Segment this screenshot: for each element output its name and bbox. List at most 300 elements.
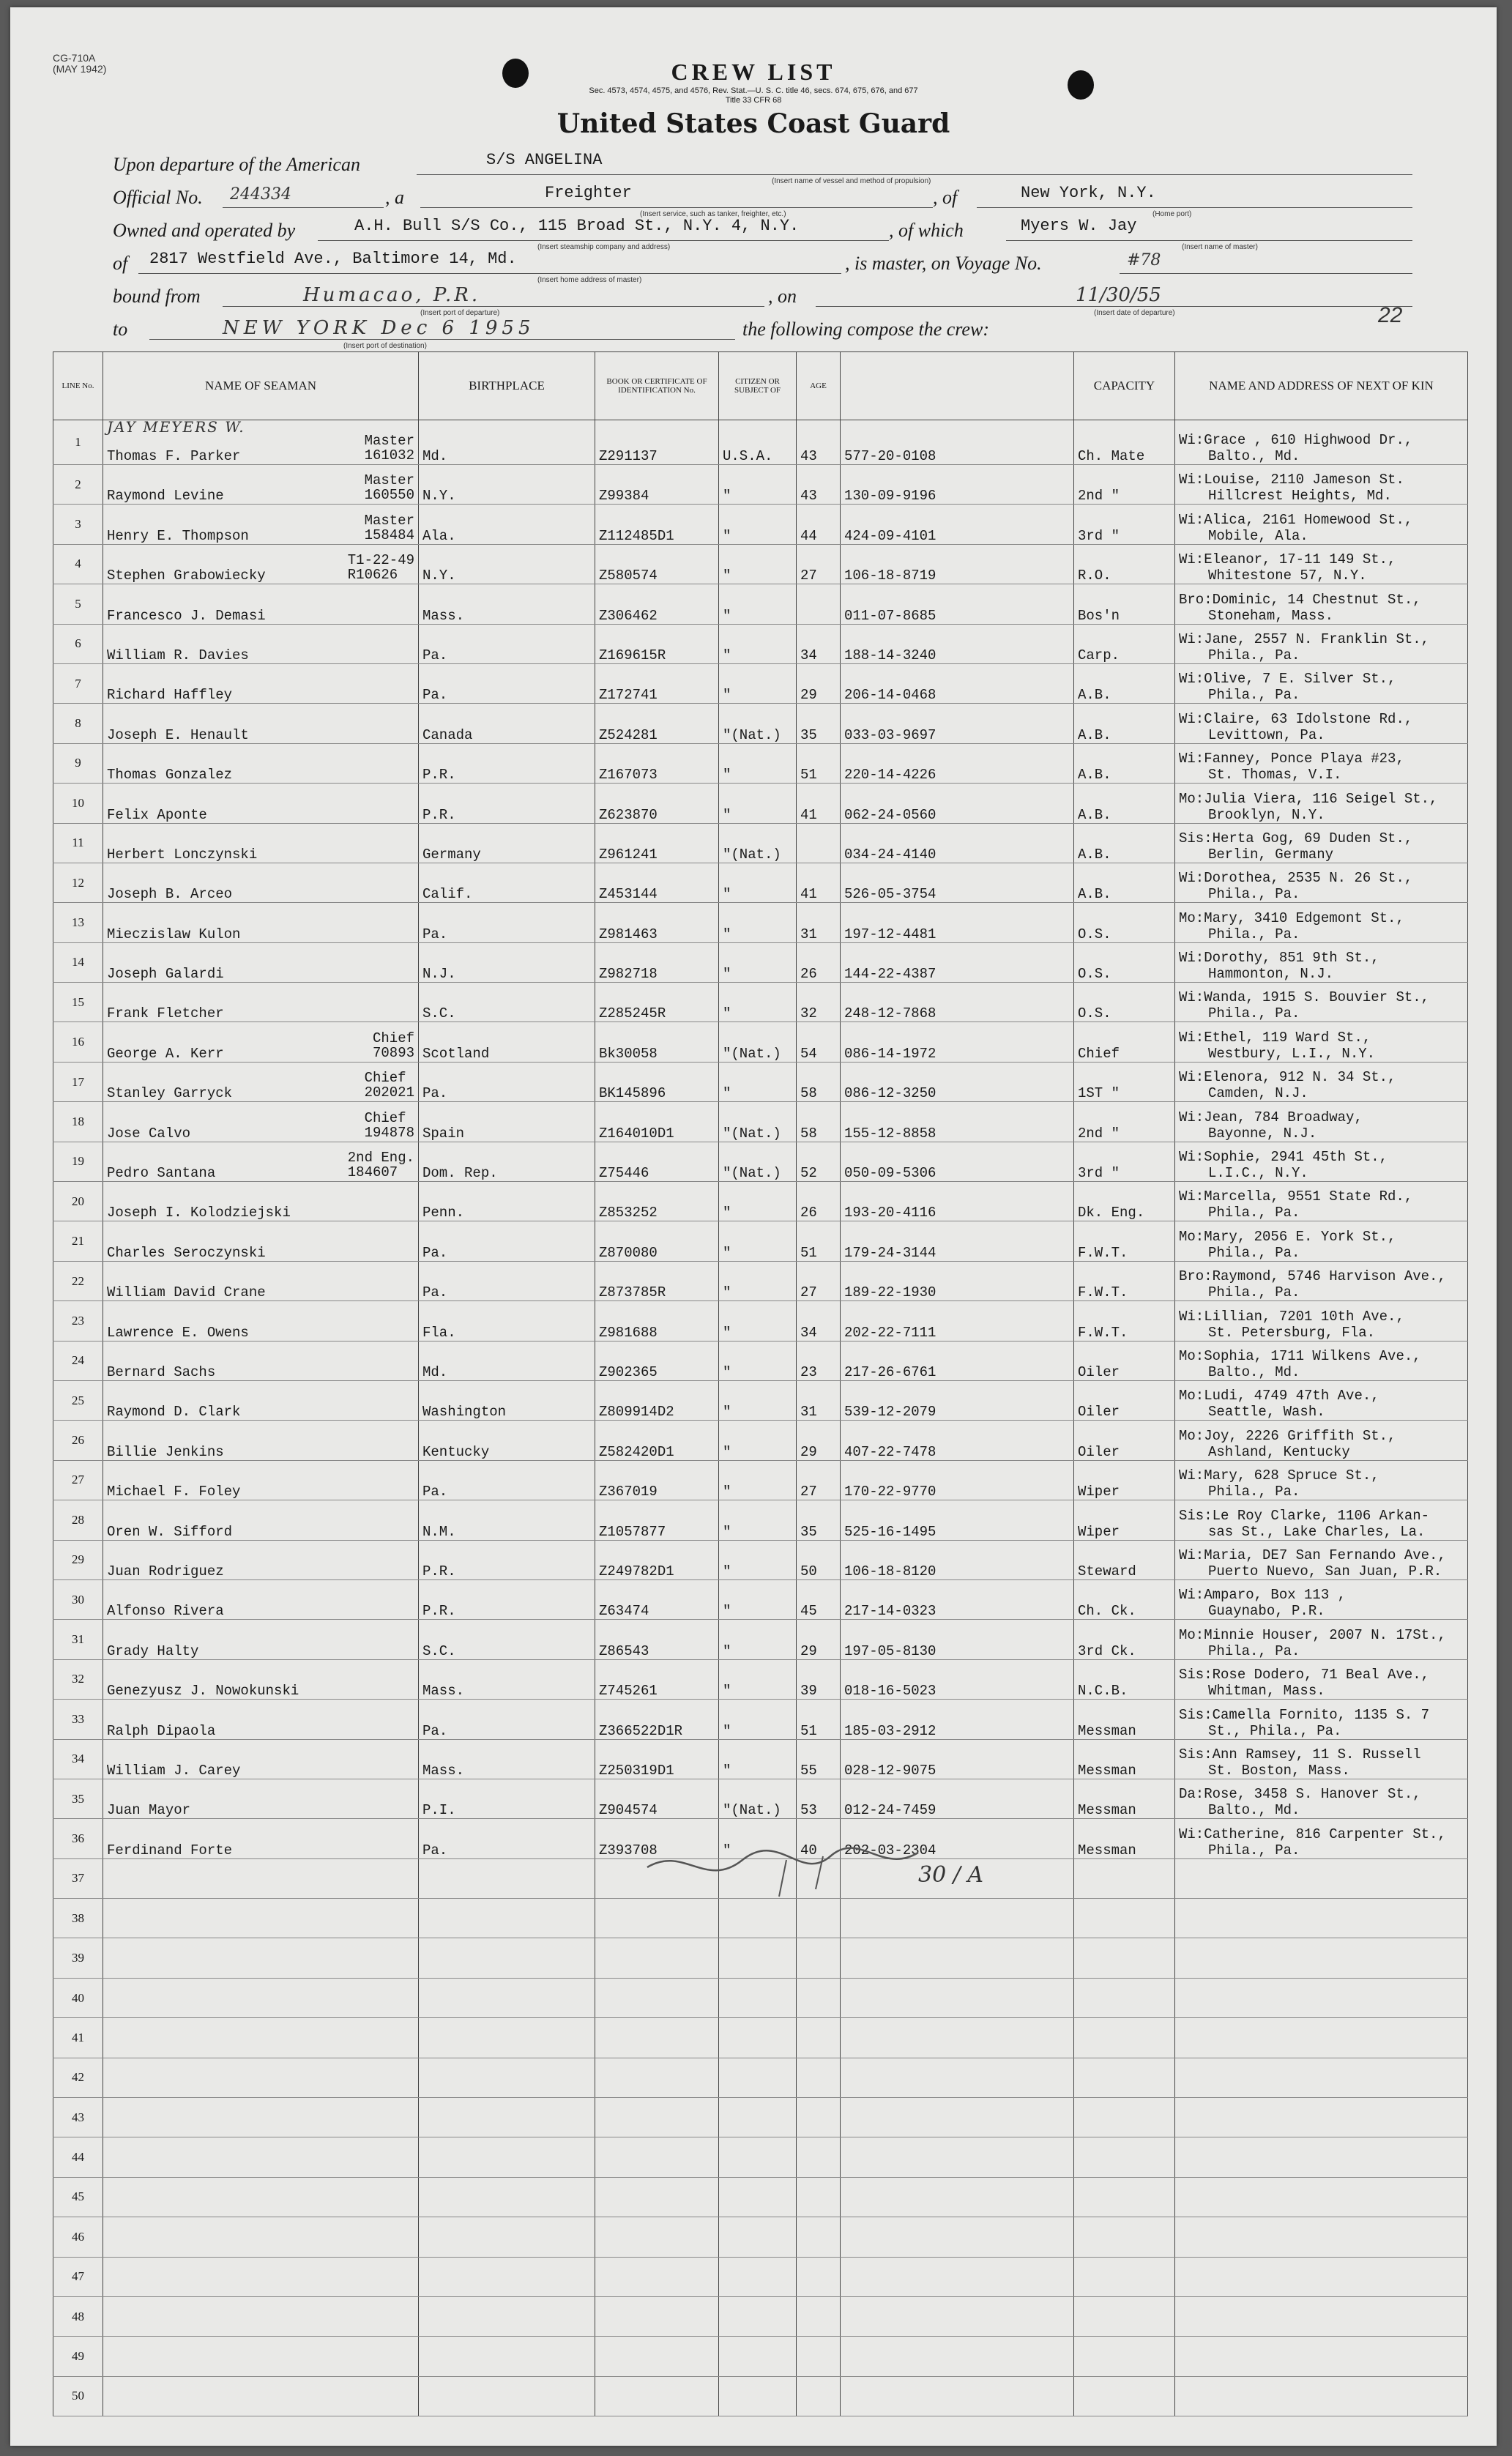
next-of-kin-line: Ashland, Kentucky <box>1208 1443 1350 1460</box>
license-note <box>365 513 414 543</box>
seaman-name <box>103 1341 419 1380</box>
age <box>797 2376 841 2416</box>
line-number: 12 <box>53 863 103 902</box>
underline <box>1006 240 1412 241</box>
birthplace: N.Y. <box>419 544 595 584</box>
citizen: " <box>719 784 797 823</box>
age: 31 <box>797 903 841 942</box>
table-row <box>53 1620 1468 1659</box>
ssn: 197-12-4481 <box>841 903 1074 942</box>
seaman-name-text: Felix Aponte <box>107 806 207 823</box>
capacity: O.S. <box>1074 942 1175 982</box>
age: 52 <box>797 1142 841 1181</box>
next-of-kin-line: Seattle, Wash. <box>1208 1404 1325 1421</box>
line-number: 49 <box>53 2337 103 2376</box>
seaman-name <box>103 2337 419 2376</box>
seaman-name-text: Herbert Lonczynski <box>107 846 258 863</box>
next-of-kin-line: Balto., Md. <box>1208 1363 1300 1380</box>
next-of-kin-line: Wi:Wanda, 1915 S. Bouvier St., <box>1179 989 1430 1006</box>
birthplace: Pa. <box>419 1261 595 1300</box>
birthplace: Mass. <box>419 1739 595 1779</box>
seaman-name <box>103 1022 419 1062</box>
seaman-name <box>103 2376 419 2416</box>
capacity: Chief <box>1074 1022 1175 1062</box>
age: 44 <box>797 505 841 544</box>
table-row <box>53 1978 1468 2017</box>
seaman-name <box>103 2098 419 2137</box>
underline <box>420 207 933 208</box>
ssn: 011-07-8685 <box>841 584 1074 624</box>
license-note <box>365 1071 414 1100</box>
next-of-kin <box>1175 1301 1468 1341</box>
citizen <box>719 1938 797 1978</box>
ssn: 086-14-1972 <box>841 1022 1074 1062</box>
next-of-kin-line: Wi:Sophie, 2941 45th St., <box>1179 1149 1388 1166</box>
age: 43 <box>797 420 841 465</box>
birthplace: N.J. <box>419 942 595 982</box>
citizen <box>719 2058 797 2097</box>
table-row <box>53 704 1468 743</box>
age <box>797 2058 841 2097</box>
license-note-line: 2nd Eng. <box>347 1150 414 1166</box>
header-official-line <box>10 181 1497 218</box>
line-number: 30 <box>53 1579 103 1619</box>
ssn: 248-12-7868 <box>841 983 1074 1022</box>
seaman-name-text: Grady Halty <box>107 1642 199 1659</box>
capacity: A.B. <box>1074 704 1175 743</box>
license-note <box>365 433 414 463</box>
table-row <box>53 1182 1468 1221</box>
next-of-kin <box>1175 942 1468 982</box>
next-of-kin <box>1175 663 1468 703</box>
next-of-kin <box>1175 2376 1468 2416</box>
next-of-kin-line: Wi:Alica, 2161 Homewood St., <box>1179 511 1413 528</box>
table-row <box>53 1460 1468 1500</box>
line-number: 19 <box>53 1142 103 1181</box>
citizen: " <box>719 983 797 1022</box>
line-number: 42 <box>53 2058 103 2097</box>
certificate-number: Z164010D1 <box>595 1102 719 1142</box>
citizen <box>719 2018 797 2058</box>
next-of-kin-line: St. Thomas, V.I. <box>1208 767 1342 784</box>
table-row <box>53 1659 1468 1699</box>
citizen: " <box>719 1819 797 1858</box>
age <box>797 823 841 863</box>
seaman-name <box>103 2177 419 2217</box>
line-number: 6 <box>53 624 103 663</box>
certificate-number: Z453144 <box>595 863 719 902</box>
col-kin: NAME AND ADDRESS OF NEXT OF KIN <box>1175 352 1468 420</box>
next-of-kin <box>1175 863 1468 902</box>
capacity: F.W.T. <box>1074 1261 1175 1300</box>
birthplace: S.C. <box>419 983 595 1022</box>
table-row <box>53 1938 1468 1978</box>
ssn <box>841 2098 1074 2137</box>
next-of-kin <box>1175 624 1468 663</box>
certificate-number: Z169615R <box>595 624 719 663</box>
certificate-number: BK145896 <box>595 1062 719 1101</box>
table-row <box>53 743 1468 783</box>
field-note: (Home port) <box>1152 210 1192 218</box>
seaman-name <box>103 1700 419 1739</box>
citizen: " <box>719 1341 797 1380</box>
certificate-number: Z172741 <box>595 663 719 703</box>
capacity: 3rd Ck. <box>1074 1620 1175 1659</box>
next-of-kin-line: Phila., Pa. <box>1208 1244 1300 1261</box>
line-number: 2 <box>53 465 103 505</box>
form-title: CREW LIST <box>671 59 836 85</box>
voyage-number: #78 <box>1127 251 1161 269</box>
header-owner-line <box>10 214 1497 251</box>
citizen: " <box>719 743 797 783</box>
birthplace: Washington <box>419 1380 595 1420</box>
certificate-number <box>595 2257 719 2296</box>
line-number: 24 <box>53 1341 103 1380</box>
seaman-name-text: Charles Seroczynski <box>107 1244 266 1261</box>
next-of-kin-line: Wi:Elenora, 912 N. 34 St., <box>1179 1069 1396 1086</box>
next-of-kin-line: Mo:Sophia, 1711 Wilkens Ave., <box>1179 1347 1421 1364</box>
next-of-kin <box>1175 1938 1468 1978</box>
table-row <box>53 584 1468 624</box>
ssn: 526-05-3754 <box>841 863 1074 902</box>
table-row <box>53 1022 1468 1062</box>
table-row <box>53 784 1468 823</box>
certificate-number <box>595 2058 719 2097</box>
line-number: 18 <box>53 1102 103 1142</box>
seaman-name-text: Francesco J. Demasi <box>107 607 266 624</box>
certificate-number <box>595 2137 719 2177</box>
next-of-kin <box>1175 2337 1468 2376</box>
birthplace: P.R. <box>419 1540 595 1579</box>
birthplace: Scotland <box>419 1022 595 1062</box>
next-of-kin-line: Phila., Pa. <box>1208 1205 1300 1221</box>
seaman-name <box>103 1301 419 1341</box>
master-name: Myers W. Jay <box>1021 217 1137 235</box>
age <box>797 2337 841 2376</box>
birthplace: P.I. <box>419 1779 595 1818</box>
seaman-name <box>103 2257 419 2296</box>
birthplace: Mass. <box>419 584 595 624</box>
next-of-kin-line: Berlin, Germany <box>1208 846 1334 863</box>
table-row <box>53 863 1468 902</box>
birthplace <box>419 1858 595 1898</box>
next-of-kin-line: Balto., Md. <box>1208 1802 1300 1819</box>
seaman-name <box>103 1620 419 1659</box>
seaman-name-text: William David Crane <box>107 1284 266 1301</box>
next-of-kin-line: Bro:Dominic, 14 Chestnut St., <box>1179 591 1421 608</box>
field-note: (Insert date of departure) <box>1094 309 1175 317</box>
line-number: 17 <box>53 1062 103 1101</box>
next-of-kin <box>1175 1341 1468 1380</box>
signature-scribble <box>640 1838 1006 1926</box>
citizen: " <box>719 1500 797 1540</box>
capacity: Carp. <box>1074 624 1175 663</box>
seaman-name-text: Raymond D. Clark <box>107 1404 241 1421</box>
seaman-name <box>103 823 419 863</box>
next-of-kin-line: Phila., Pa. <box>1208 1005 1300 1022</box>
next-of-kin-line: Phila., Pa. <box>1208 1642 1300 1659</box>
seaman-name <box>103 624 419 663</box>
next-of-kin <box>1175 2058 1468 2097</box>
next-of-kin <box>1175 1858 1468 1898</box>
age: 27 <box>797 544 841 584</box>
line-number: 27 <box>53 1460 103 1500</box>
license-note-line: 202021 <box>364 1084 414 1101</box>
citizen <box>719 2376 797 2416</box>
seaman-name-text: Stephen Grabowiecky <box>107 568 266 584</box>
next-of-kin <box>1175 1659 1468 1699</box>
seaman-name <box>103 1899 419 1938</box>
birthplace: P.R. <box>419 784 595 823</box>
table-row <box>53 1540 1468 1579</box>
seaman-name-text: Lawrence E. Owens <box>107 1324 249 1341</box>
field-note: (Insert port of departure) <box>420 309 500 317</box>
next-of-kin-line: Phila., Pa. <box>1208 1284 1300 1301</box>
line-number: 13 <box>53 903 103 942</box>
page-number: 22 <box>1378 303 1403 327</box>
license-note-line: Chief <box>364 1070 406 1087</box>
table-row <box>53 420 1468 465</box>
capacity: 3rd " <box>1074 505 1175 544</box>
line-number: 44 <box>53 2137 103 2177</box>
table-row <box>53 1261 1468 1300</box>
age <box>797 2217 841 2257</box>
certificate-number: Z580574 <box>595 544 719 584</box>
certificate-number: Z86543 <box>595 1620 719 1659</box>
citizen: " <box>719 863 797 902</box>
header-master-address-line <box>10 247 1497 284</box>
age: 45 <box>797 1579 841 1619</box>
table-row <box>53 505 1468 544</box>
table-row <box>53 1062 1468 1101</box>
line-number: 46 <box>53 2217 103 2257</box>
seaman-name-text: Ferdinand Forte <box>107 1842 233 1858</box>
next-of-kin-line: Wi:Claire, 63 Idolstone Rd., <box>1179 710 1413 727</box>
next-of-kin <box>1175 743 1468 783</box>
line-number: 40 <box>53 1978 103 2017</box>
capacity: A.B. <box>1074 743 1175 783</box>
age: 40 <box>797 1819 841 1858</box>
table-row <box>53 1221 1468 1261</box>
capacity <box>1074 2376 1175 2416</box>
seaman-name-text: Mieczislaw Kulon <box>107 926 241 942</box>
line-number: 41 <box>53 2018 103 2058</box>
birthplace: S.C. <box>419 1620 595 1659</box>
certificate-number: Z961241 <box>595 823 719 863</box>
line-number: 29 <box>53 1540 103 1579</box>
ssn: 062-24-0560 <box>841 784 1074 823</box>
capacity <box>1074 2296 1175 2336</box>
citizen: " <box>719 1739 797 1779</box>
certificate-number: Z981463 <box>595 903 719 942</box>
table-row <box>53 624 1468 663</box>
age: 53 <box>797 1779 841 1818</box>
next-of-kin-line: Hammonton, N.J. <box>1208 966 1334 983</box>
license-note-line: 70893 <box>372 1044 414 1061</box>
certificate-number <box>595 2018 719 2058</box>
birthplace <box>419 2257 595 2296</box>
capacity <box>1074 2058 1175 2097</box>
certificate-number: Z809914D2 <box>595 1380 719 1420</box>
next-of-kin <box>1175 2098 1468 2137</box>
ssn: 185-03-2912 <box>841 1700 1074 1739</box>
next-of-kin <box>1175 1421 1468 1460</box>
table-row <box>53 1341 1468 1380</box>
certificate-number: Z99384 <box>595 465 719 505</box>
citizen: " <box>719 1579 797 1619</box>
citizen <box>719 2337 797 2376</box>
ssn: 202-22-7111 <box>841 1301 1074 1341</box>
next-of-kin-line: Mobile, Ala. <box>1208 527 1308 544</box>
ssn <box>841 2257 1074 2296</box>
line-number: 3 <box>53 505 103 544</box>
license-note-line: Master <box>364 472 414 489</box>
citizen <box>719 2177 797 2217</box>
next-of-kin-line: Wi:Dorothea, 2535 N. 26 St., <box>1179 870 1413 887</box>
birthplace <box>419 1899 595 1938</box>
next-of-kin <box>1175 784 1468 823</box>
certificate-number: Z873785R <box>595 1261 719 1300</box>
license-note-line: Chief <box>364 1109 406 1126</box>
next-of-kin-line: St., Phila., Pa. <box>1208 1722 1342 1739</box>
birthplace: P.R. <box>419 743 595 783</box>
birthplace: Md. <box>419 420 595 465</box>
crew-compose-label: the following compose the crew: <box>742 319 989 340</box>
ssn: 206-14-0468 <box>841 663 1074 703</box>
table-row <box>53 2257 1468 2296</box>
signature-marks-text: 30 / A <box>918 1862 984 1888</box>
next-of-kin-line: Balto., Md. <box>1208 448 1300 464</box>
line-number: 43 <box>53 2098 103 2137</box>
seaman-name <box>103 1819 419 1858</box>
ssn: 188-14-3240 <box>841 624 1074 663</box>
next-of-kin-line: Mo:Julia Viera, 116 Seigel St., <box>1179 790 1438 807</box>
seaman-name <box>103 2217 419 2257</box>
birthplace: Pa. <box>419 1062 595 1101</box>
certificate-number: Z524281 <box>595 704 719 743</box>
vessel-name: S/S ANGELINA <box>486 151 603 169</box>
certificate-number: Z306462 <box>595 584 719 624</box>
capacity: R.O. <box>1074 544 1175 584</box>
underline <box>816 306 1412 307</box>
ssn: 407-22-7478 <box>841 1421 1074 1460</box>
next-of-kin-line: Bayonne, N.J. <box>1208 1125 1317 1142</box>
ssn: 217-14-0323 <box>841 1579 1074 1619</box>
next-of-kin <box>1175 420 1468 465</box>
age: 50 <box>797 1540 841 1579</box>
table-row <box>53 1500 1468 1540</box>
next-of-kin <box>1175 1700 1468 1739</box>
citizen: "(Nat.) <box>719 1779 797 1818</box>
birthplace <box>419 2337 595 2376</box>
seaman-name <box>103 1858 419 1898</box>
birthplace: Calif. <box>419 863 595 902</box>
capacity: Messman <box>1074 1779 1175 1818</box>
birthplace <box>419 2177 595 2217</box>
field-note: (Insert port of destination) <box>343 342 427 350</box>
statute-line: Sec. 4573, 4574, 4575, and 4576, Rev. Stat.—U. S. C. title 46, secs. 674, 675, 676, and 677 <box>589 86 918 95</box>
seaman-name-text: Alfonso Rivera <box>107 1603 224 1620</box>
capacity: Oiler <box>1074 1341 1175 1380</box>
ssn: 525-16-1495 <box>841 1500 1074 1540</box>
license-note-line: T1-22-49 <box>347 552 414 569</box>
line-number: 7 <box>53 663 103 703</box>
line-number: 31 <box>53 1620 103 1659</box>
age <box>797 1978 841 2017</box>
capacity: Dk. Eng. <box>1074 1182 1175 1221</box>
birthplace: Canada <box>419 704 595 743</box>
seaman-name <box>103 1102 419 1142</box>
birthplace: Fla. <box>419 1301 595 1341</box>
seaman-name-text: Thomas F. Parker <box>107 448 241 464</box>
agency-title: United States Coast Guard <box>556 108 950 139</box>
next-of-kin-line: Wi:Jane, 2557 N. Franklin St., <box>1179 630 1430 647</box>
table-row <box>53 2337 1468 2376</box>
ssn: 539-12-2079 <box>841 1380 1074 1420</box>
next-of-kin-line: Westbury, L.I., N.Y. <box>1208 1045 1376 1062</box>
next-of-kin <box>1175 1819 1468 1858</box>
ssn <box>841 1938 1074 1978</box>
license-note-line: R10626 <box>347 567 398 584</box>
label-on: , on <box>768 286 797 307</box>
age: 29 <box>797 1620 841 1659</box>
col-book: BOOK OR CERTIFICATE OF IDENTIFICATION No. <box>595 352 719 420</box>
line-number: 39 <box>53 1938 103 1978</box>
birthplace: P.R. <box>419 1579 595 1619</box>
citizen: " <box>719 942 797 982</box>
header-vessel-line <box>10 148 1497 185</box>
age: 58 <box>797 1102 841 1142</box>
next-of-kin-line: Wi:Mary, 628 Spruce St., <box>1179 1467 1379 1484</box>
license-note-line: 184607 <box>347 1164 398 1181</box>
next-of-kin-line: Mo:Mary, 3410 Edgemont St., <box>1179 909 1404 926</box>
age: 35 <box>797 704 841 743</box>
seaman-name-text: Joseph B. Arceo <box>107 886 233 903</box>
license-note-line: Master <box>364 512 414 529</box>
age: 51 <box>797 743 841 783</box>
age <box>797 584 841 624</box>
col-name: NAME OF SEAMAN <box>103 352 419 420</box>
line-number: 38 <box>53 1899 103 1938</box>
col-line-no: LINE No. <box>53 352 103 420</box>
capacity: Messman <box>1074 1739 1175 1779</box>
capacity: 2nd " <box>1074 465 1175 505</box>
next-of-kin-line: Wi:Ethel, 119 Ward St., <box>1179 1029 1371 1046</box>
ssn: 424-09-4101 <box>841 505 1074 544</box>
table-row <box>53 983 1468 1022</box>
line-number: 8 <box>53 704 103 743</box>
next-of-kin <box>1175 2018 1468 2058</box>
next-of-kin-line: L.I.C., N.Y. <box>1208 1165 1308 1182</box>
capacity: Ch. Mate <box>1074 420 1175 465</box>
seaman-name <box>103 2137 419 2177</box>
next-of-kin-line: Wi:Marcella, 9551 State Rd., <box>1179 1188 1413 1205</box>
capacity: F.W.T. <box>1074 1301 1175 1341</box>
seaman-name <box>103 465 419 505</box>
next-of-kin-line: Wi:Catherine, 816 Carpenter St., <box>1179 1826 1446 1842</box>
capacity: 1ST " <box>1074 1062 1175 1101</box>
table-header-row <box>53 352 1468 420</box>
ssn: 220-14-4226 <box>841 743 1074 783</box>
ssn: 018-16-5023 <box>841 1659 1074 1699</box>
seaman-name <box>103 1779 419 1818</box>
certificate-number: Z249782D1 <box>595 1540 719 1579</box>
ssn: 170-22-9770 <box>841 1460 1074 1500</box>
citizen: " <box>719 1659 797 1699</box>
seaman-name-text: Bernard Sachs <box>107 1363 216 1380</box>
table-row <box>53 2018 1468 2058</box>
certificate-number <box>595 2337 719 2376</box>
